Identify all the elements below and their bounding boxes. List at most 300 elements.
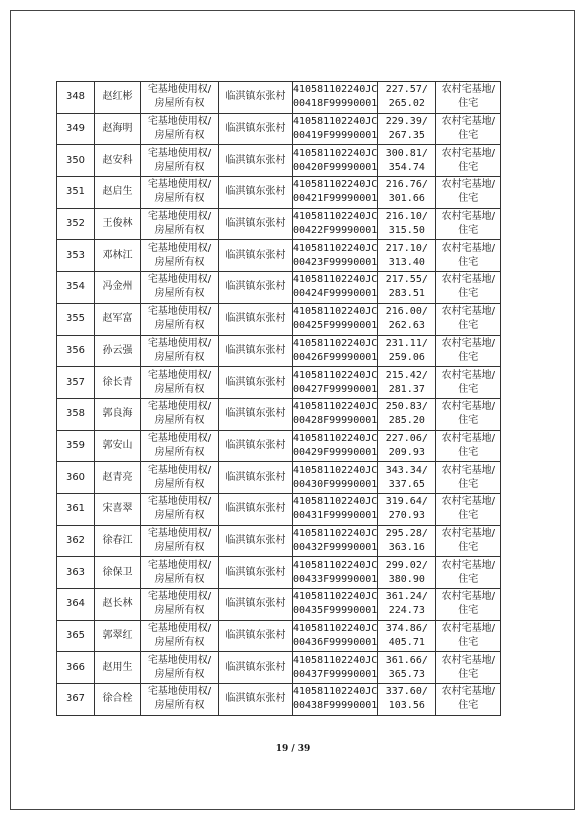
table-row [57, 589, 501, 621]
location-text: 临淇镇东张村 [225, 123, 286, 135]
row-number-cell [57, 684, 95, 716]
area-text: 319.64/ [385, 496, 428, 508]
area-text: 262.63 [388, 320, 425, 332]
unit-code-text: 00426F99990001 [293, 351, 378, 363]
land-use-text: 住宅 [458, 193, 479, 205]
unit-code-cell [293, 145, 378, 177]
area-text: 229.39/ [385, 116, 428, 128]
unit-code-cell [293, 367, 378, 399]
owner-name-cell [95, 240, 141, 272]
land-use-cell [436, 335, 501, 367]
owner-name-cell [95, 652, 141, 684]
unit-code-cell [293, 430, 378, 462]
land-use-cell [436, 367, 501, 399]
right-type-cell [141, 589, 219, 621]
unit-code-text: 00424F99990001 [293, 288, 378, 300]
unit-code-cell [293, 82, 378, 114]
right-type-cell [141, 272, 219, 304]
location-text: 临淇镇东张村 [225, 376, 286, 388]
right-type-cell [141, 145, 219, 177]
unit-code-text: 410581102240JC [293, 211, 378, 223]
area-text: 361.24/ [385, 591, 428, 603]
location-cell [219, 272, 293, 304]
area-cell [378, 589, 436, 621]
area-text: 300.81/ [385, 147, 428, 159]
row-number-text: 356 [65, 344, 86, 356]
right-type-cell [141, 493, 219, 525]
land-use-text: 住宅 [458, 541, 479, 553]
owner-name-text: 邓林江 [102, 249, 133, 261]
owner-name-cell [95, 462, 141, 494]
area-cell [378, 430, 436, 462]
unit-code-cell [293, 557, 378, 589]
right-type-text: 房屋所有权 [154, 256, 205, 268]
right-type-text: 房屋所有权 [154, 320, 205, 332]
table-row [57, 82, 501, 114]
right-type-text: 宅基地使用权/ [147, 464, 212, 476]
unit-code-cell [293, 684, 378, 716]
table-row [57, 145, 501, 177]
owner-name-text: 赵青亮 [102, 471, 133, 483]
unit-code-text: 00418F99990001 [293, 98, 378, 110]
owner-name-text: 徐春江 [102, 534, 133, 546]
land-use-text: 住宅 [458, 225, 479, 237]
owner-name-text: 徐长青 [102, 376, 133, 388]
row-number-text: 355 [65, 313, 86, 325]
area-text: 227.57/ [385, 84, 428, 96]
location-text: 临淇镇东张村 [225, 534, 286, 546]
unit-code-cell [293, 303, 378, 335]
right-type-cell [141, 557, 219, 589]
location-cell [219, 398, 293, 430]
unit-code-text: 00437F99990001 [293, 668, 378, 680]
table-row [57, 493, 501, 525]
row-number-cell [57, 430, 95, 462]
land-use-text: 住宅 [458, 130, 479, 142]
table-row [57, 430, 501, 462]
land-use-cell [436, 272, 501, 304]
area-cell [378, 303, 436, 335]
owner-name-cell [95, 430, 141, 462]
area-text: 215.42/ [385, 369, 428, 381]
area-cell [378, 684, 436, 716]
row-number-text: 348 [65, 91, 86, 103]
unit-code-text: 00420F99990001 [293, 161, 378, 173]
location-text: 临淇镇东张村 [225, 91, 286, 103]
land-use-text: 农村宅基地/ [441, 211, 495, 223]
area-cell [378, 208, 436, 240]
unit-code-text: 410581102240JC [293, 242, 378, 254]
area-text: 216.76/ [385, 179, 428, 191]
owner-name-cell [95, 145, 141, 177]
right-type-text: 房屋所有权 [154, 98, 205, 110]
unit-code-text: 00423F99990001 [293, 256, 378, 268]
right-type-text: 房屋所有权 [154, 351, 205, 363]
owner-name-text: 郭安山 [102, 439, 133, 451]
unit-code-text: 00429F99990001 [293, 446, 378, 458]
location-text: 临淇镇东张村 [225, 566, 286, 578]
row-number-text: 367 [65, 693, 86, 705]
area-text: 343.34/ [385, 464, 428, 476]
area-cell [378, 82, 436, 114]
right-type-text: 宅基地使用权/ [147, 242, 212, 254]
land-use-cell [436, 113, 501, 145]
land-use-text: 农村宅基地/ [441, 496, 495, 508]
right-type-text: 宅基地使用权/ [147, 116, 212, 128]
land-use-cell [436, 620, 501, 652]
area-text: 337.60/ [385, 686, 428, 698]
row-number-text: 351 [65, 186, 86, 198]
right-type-cell [141, 177, 219, 209]
right-type-text: 房屋所有权 [154, 573, 205, 585]
owner-name-text: 赵海明 [102, 123, 133, 135]
unit-code-text: 410581102240JC [293, 306, 378, 318]
area-text: 295.28/ [385, 527, 428, 539]
location-cell [219, 82, 293, 114]
owner-name-text: 王俊林 [102, 218, 133, 230]
row-number-text: 360 [65, 471, 86, 483]
right-type-text: 房屋所有权 [154, 700, 205, 712]
land-use-text: 农村宅基地/ [441, 274, 495, 286]
land-use-text: 住宅 [458, 478, 479, 490]
right-type-cell [141, 398, 219, 430]
land-use-text: 农村宅基地/ [441, 623, 495, 635]
location-text: 临淇镇东张村 [225, 598, 286, 610]
area-text: 231.11/ [385, 337, 428, 349]
unit-code-text: 410581102240JC [293, 559, 378, 571]
unit-code-text: 00438F99990001 [293, 700, 378, 712]
area-text: 259.06 [388, 351, 425, 363]
page-number: 19 / 39 [275, 744, 311, 754]
right-type-cell [141, 335, 219, 367]
area-text: 217.55/ [385, 274, 428, 286]
area-text: 103.56 [388, 700, 425, 712]
right-type-text: 房屋所有权 [154, 288, 205, 300]
table-row [57, 620, 501, 652]
right-type-cell [141, 82, 219, 114]
owner-name-text: 徐保卫 [102, 566, 133, 578]
area-text: 315.50 [388, 225, 425, 237]
land-use-cell [436, 684, 501, 716]
unit-code-text: 00430F99990001 [293, 478, 378, 490]
table-row [57, 240, 501, 272]
land-use-text: 农村宅基地/ [441, 527, 495, 539]
right-type-cell [141, 303, 219, 335]
location-cell [219, 145, 293, 177]
unit-code-text: 410581102240JC [293, 432, 378, 444]
row-number-cell [57, 493, 95, 525]
owner-name-text: 郭良海 [102, 408, 133, 420]
location-cell [219, 589, 293, 621]
location-cell [219, 367, 293, 399]
area-text: 405.71 [388, 637, 425, 649]
row-number-text: 362 [65, 534, 86, 546]
area-text: 209.93 [388, 446, 425, 458]
right-type-text: 宅基地使用权/ [147, 147, 212, 159]
owner-name-text: 赵安科 [102, 154, 133, 166]
land-use-text: 农村宅基地/ [441, 432, 495, 444]
area-cell [378, 398, 436, 430]
land-use-text: 农村宅基地/ [441, 242, 495, 254]
right-type-text: 宅基地使用权/ [147, 623, 212, 635]
owner-name-text: 赵用生 [102, 661, 133, 673]
unit-code-text: 00419F99990001 [293, 130, 378, 142]
right-type-text: 宅基地使用权/ [147, 432, 212, 444]
land-use-cell [436, 145, 501, 177]
right-type-text: 房屋所有权 [154, 225, 205, 237]
area-cell [378, 620, 436, 652]
area-text: 365.73 [388, 668, 425, 680]
table-row [57, 335, 501, 367]
land-use-text: 农村宅基地/ [441, 654, 495, 666]
unit-code-text: 410581102240JC [293, 527, 378, 539]
area-cell [378, 557, 436, 589]
area-text: 361.66/ [385, 654, 428, 666]
row-number-cell [57, 145, 95, 177]
area-text: 270.93 [388, 510, 425, 522]
owner-name-text: 冯金州 [102, 281, 133, 293]
row-number-cell [57, 557, 95, 589]
area-cell [378, 113, 436, 145]
right-type-cell [141, 367, 219, 399]
location-cell [219, 525, 293, 557]
unit-code-text: 410581102240JC [293, 623, 378, 635]
row-number-text: 353 [65, 249, 86, 261]
land-use-text: 住宅 [458, 256, 479, 268]
right-type-cell [141, 113, 219, 145]
land-use-text: 住宅 [458, 161, 479, 173]
owner-name-text: 宋喜翠 [102, 503, 133, 515]
row-number-cell [57, 208, 95, 240]
unit-code-cell [293, 620, 378, 652]
owner-name-cell [95, 272, 141, 304]
land-use-text: 住宅 [458, 415, 479, 427]
unit-code-text: 410581102240JC [293, 274, 378, 286]
row-number-cell [57, 652, 95, 684]
area-cell [378, 240, 436, 272]
location-text: 临淇镇东张村 [225, 630, 286, 642]
location-cell [219, 240, 293, 272]
unit-code-text: 410581102240JC [293, 686, 378, 698]
location-text: 临淇镇东张村 [225, 249, 286, 261]
area-cell [378, 272, 436, 304]
unit-code-text: 00436F99990001 [293, 637, 378, 649]
right-type-cell [141, 208, 219, 240]
row-number-text: 365 [65, 630, 86, 642]
unit-code-text: 410581102240JC [293, 496, 378, 508]
row-number-text: 352 [65, 218, 86, 230]
table-row [57, 652, 501, 684]
unit-code-cell [293, 335, 378, 367]
land-use-text: 住宅 [458, 573, 479, 585]
location-cell [219, 430, 293, 462]
right-type-cell [141, 462, 219, 494]
land-use-text: 住宅 [458, 668, 479, 680]
row-number-text: 350 [65, 154, 86, 166]
table-row [57, 684, 501, 716]
unit-code-cell [293, 240, 378, 272]
land-use-text: 农村宅基地/ [441, 401, 495, 413]
row-number-cell [57, 367, 95, 399]
unit-code-text: 00422F99990001 [293, 225, 378, 237]
row-number-cell [57, 177, 95, 209]
row-number-cell [57, 82, 95, 114]
location-cell [219, 303, 293, 335]
land-use-cell [436, 652, 501, 684]
land-use-cell [436, 493, 501, 525]
land-use-cell [436, 177, 501, 209]
location-cell [219, 652, 293, 684]
land-use-text: 住宅 [458, 637, 479, 649]
location-text: 临淇镇东张村 [225, 693, 286, 705]
location-text: 临淇镇东张村 [225, 154, 286, 166]
land-use-text: 农村宅基地/ [441, 591, 495, 603]
table-row [57, 398, 501, 430]
owner-name-cell [95, 335, 141, 367]
area-cell [378, 462, 436, 494]
land-use-text: 农村宅基地/ [441, 686, 495, 698]
land-use-cell [436, 208, 501, 240]
area-text: 224.73 [388, 605, 425, 617]
owner-name-cell [95, 398, 141, 430]
unit-code-text: 410581102240JC [293, 84, 378, 96]
location-text: 临淇镇东张村 [225, 218, 286, 230]
row-number-cell [57, 398, 95, 430]
unit-code-text: 00421F99990001 [293, 193, 378, 205]
right-type-text: 宅基地使用权/ [147, 559, 212, 571]
right-type-text: 房屋所有权 [154, 605, 205, 617]
unit-code-text: 410581102240JC [293, 369, 378, 381]
owner-name-cell [95, 557, 141, 589]
location-cell [219, 493, 293, 525]
unit-code-text: 00427F99990001 [293, 383, 378, 395]
area-text: 354.74 [388, 161, 425, 173]
location-cell [219, 557, 293, 589]
right-type-cell [141, 620, 219, 652]
area-text: 337.65 [388, 478, 425, 490]
unit-code-text: 410581102240JC [293, 591, 378, 603]
owner-name-cell [95, 177, 141, 209]
unit-code-text: 00431F99990001 [293, 510, 378, 522]
owner-name-cell [95, 620, 141, 652]
land-use-text: 住宅 [458, 383, 479, 395]
land-use-text: 住宅 [458, 605, 479, 617]
location-text: 临淇镇东张村 [225, 408, 286, 420]
land-use-cell [436, 303, 501, 335]
area-text: 363.16 [388, 541, 425, 553]
right-type-text: 宅基地使用权/ [147, 527, 212, 539]
location-text: 临淇镇东张村 [225, 661, 286, 673]
land-use-cell [436, 430, 501, 462]
row-number-cell [57, 303, 95, 335]
unit-code-text: 410581102240JC [293, 654, 378, 666]
land-use-cell [436, 525, 501, 557]
table-row [57, 557, 501, 589]
land-use-text: 住宅 [458, 288, 479, 300]
land-use-text: 农村宅基地/ [441, 306, 495, 318]
row-number-text: 361 [65, 503, 86, 515]
location-cell [219, 113, 293, 145]
right-type-text: 房屋所有权 [154, 415, 205, 427]
land-use-text: 农村宅基地/ [441, 116, 495, 128]
area-text: 216.10/ [385, 211, 428, 223]
owner-name-cell [95, 208, 141, 240]
land-use-text: 住宅 [458, 510, 479, 522]
right-type-text: 房屋所有权 [154, 510, 205, 522]
table-row [57, 462, 501, 494]
land-use-text: 农村宅基地/ [441, 464, 495, 476]
table-row [57, 208, 501, 240]
row-number-cell [57, 240, 95, 272]
land-use-text: 住宅 [458, 700, 479, 712]
location-cell [219, 620, 293, 652]
property-registry-table [56, 81, 501, 716]
unit-code-cell [293, 177, 378, 209]
area-cell [378, 145, 436, 177]
row-number-text: 349 [65, 123, 86, 135]
right-type-text: 房屋所有权 [154, 478, 205, 490]
owner-name-cell [95, 589, 141, 621]
owner-name-cell [95, 113, 141, 145]
land-use-text: 农村宅基地/ [441, 147, 495, 159]
right-type-text: 宅基地使用权/ [147, 84, 212, 96]
unit-code-cell [293, 208, 378, 240]
owner-name-cell [95, 493, 141, 525]
table-row [57, 177, 501, 209]
right-type-text: 房屋所有权 [154, 130, 205, 142]
area-text: 283.51 [388, 288, 425, 300]
right-type-text: 宅基地使用权/ [147, 274, 212, 286]
owner-name-text: 孙云强 [102, 344, 133, 356]
table-row [57, 367, 501, 399]
unit-code-cell [293, 493, 378, 525]
row-number-text: 359 [65, 439, 86, 451]
row-number-cell [57, 462, 95, 494]
unit-code-text: 410581102240JC [293, 401, 378, 413]
location-cell [219, 462, 293, 494]
owner-name-text: 赵长林 [102, 598, 133, 610]
area-text: 285.20 [388, 415, 425, 427]
right-type-text: 宅基地使用权/ [147, 369, 212, 381]
area-text: 250.83/ [385, 401, 428, 413]
land-use-text: 农村宅基地/ [441, 84, 495, 96]
table-body [57, 82, 501, 716]
right-type-cell [141, 430, 219, 462]
area-text: 216.00/ [385, 306, 428, 318]
land-use-text: 农村宅基地/ [441, 337, 495, 349]
area-text: 227.06/ [385, 432, 428, 444]
land-use-cell [436, 240, 501, 272]
right-type-cell [141, 652, 219, 684]
area-cell [378, 367, 436, 399]
right-type-text: 宅基地使用权/ [147, 306, 212, 318]
right-type-text: 宅基地使用权/ [147, 686, 212, 698]
right-type-text: 房屋所有权 [154, 383, 205, 395]
location-text: 临淇镇东张村 [225, 186, 286, 198]
area-text: 301.66 [388, 193, 425, 205]
area-text: 380.90 [388, 573, 425, 585]
area-text: 281.37 [388, 383, 425, 395]
row-number-text: 364 [65, 598, 86, 610]
right-type-text: 宅基地使用权/ [147, 401, 212, 413]
area-text: 265.02 [388, 98, 425, 110]
table-row [57, 525, 501, 557]
land-use-text: 农村宅基地/ [441, 559, 495, 571]
row-number-cell [57, 335, 95, 367]
unit-code-cell [293, 272, 378, 304]
unit-code-cell [293, 652, 378, 684]
owner-name-cell [95, 303, 141, 335]
